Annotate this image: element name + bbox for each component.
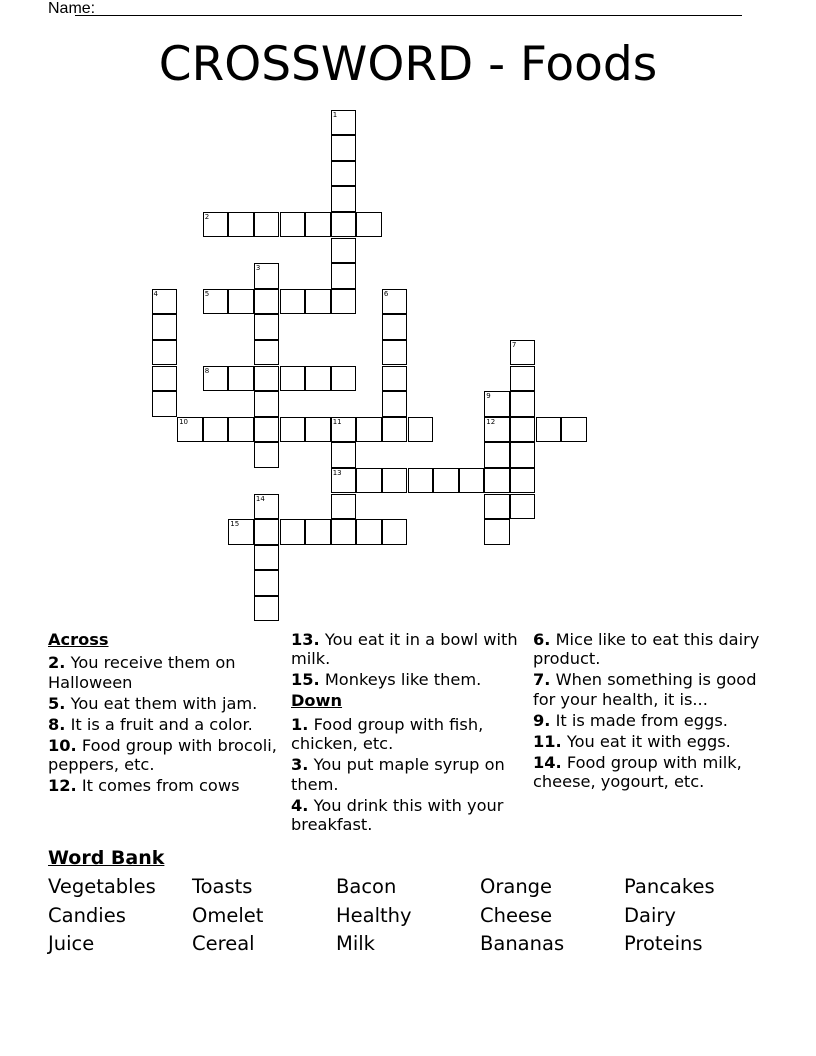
grid-cell[interactable] (254, 289, 280, 315)
grid-cell[interactable] (484, 519, 510, 545)
clue-number: 5 (204, 289, 210, 298)
clue-number: 7 (511, 340, 517, 349)
grid-cell[interactable] (510, 391, 536, 417)
clue-number: 14 (255, 494, 265, 503)
clue-number: 9 (486, 392, 491, 401)
clue-down-1: 1. Food group with fish, chicken, etc. (291, 714, 484, 754)
down-heading: Down (291, 691, 343, 711)
clue-down-9: 9. It is made from eggs. (533, 710, 728, 730)
clue-across-13: 13. You eat it in a bowl with milk. (291, 630, 518, 669)
clue-across-5: 5. You eat them with jam. (48, 693, 258, 713)
grid-cell[interactable] (484, 494, 510, 520)
grid-cell[interactable] (280, 417, 306, 443)
grid-cell[interactable] (254, 545, 280, 571)
grid-cell[interactable] (331, 519, 357, 545)
grid-cell[interactable] (254, 570, 280, 596)
clue-number: 6 (383, 289, 389, 298)
clue-number: 10 (179, 417, 189, 426)
word-bank-item: Candies (48, 903, 126, 927)
grid-cell[interactable] (254, 391, 280, 417)
clues-column-3 (533, 630, 765, 793)
grid-cell[interactable] (305, 366, 331, 392)
word-bank-item: Toasts (192, 875, 253, 898)
grid-cell[interactable] (356, 212, 382, 238)
grid-cell[interactable] (484, 391, 510, 417)
grid-cell[interactable] (331, 494, 357, 520)
grid-cell[interactable] (510, 468, 536, 494)
clues-column-1 (48, 630, 280, 797)
word-bank-item: Milk (336, 932, 375, 955)
grid-cell[interactable] (254, 519, 280, 545)
clue-down-11: 11. You eat it with eggs. (533, 731, 731, 751)
clue-number: 4 (153, 289, 158, 298)
grid-cell[interactable] (510, 442, 536, 468)
grid-cell[interactable] (382, 519, 408, 545)
word-bank-item: Bacon (336, 875, 397, 898)
grid-cell[interactable] (228, 289, 254, 315)
clue-down-3: 3. You put maple syrup on them. (291, 755, 505, 794)
grid-cell[interactable] (331, 263, 357, 289)
grid-cell[interactable] (305, 289, 331, 315)
word-bank-item: Dairy (624, 903, 676, 927)
grid-cell[interactable] (152, 391, 178, 417)
grid-cell[interactable] (484, 442, 510, 468)
grid-cell[interactable] (561, 417, 587, 443)
grid-cell[interactable] (331, 289, 357, 315)
grid-cell[interactable] (152, 289, 178, 315)
grid-cell[interactable] (305, 417, 331, 443)
grid-cell[interactable] (254, 263, 280, 289)
grid-cell[interactable] (331, 468, 357, 494)
clue-across-8: 8. It is a fruit and a color. (48, 714, 253, 734)
grid-cell[interactable] (305, 212, 331, 238)
grid-cell[interactable] (356, 519, 382, 545)
grid-cell[interactable] (280, 519, 306, 545)
grid-cell[interactable] (331, 186, 357, 212)
grid-cell[interactable] (203, 417, 229, 443)
grid-cell[interactable] (382, 391, 408, 417)
grid-cell[interactable] (331, 110, 357, 136)
word-bank-item: Juice (48, 932, 95, 955)
clue-number: 11 (332, 417, 342, 426)
grid-cell[interactable] (254, 340, 280, 366)
grid-cell[interactable] (510, 366, 536, 392)
clue-down-14: 14. Food group with milk, cheese, yogourt, etc. (533, 752, 742, 792)
grid-cell[interactable] (203, 212, 229, 238)
grid-cell[interactable] (203, 289, 229, 315)
clue-down-7: 7. When something is good for your health, it is... (533, 670, 757, 709)
word-bank-item: Vegetables (48, 875, 156, 898)
clue-across-2: 2. You receive them on Halloween (48, 653, 236, 692)
grid-cell[interactable] (254, 417, 280, 443)
word-bank-item: Cheese (480, 903, 553, 927)
grid-cell[interactable] (228, 366, 254, 392)
clues-column-2 (291, 630, 523, 836)
grid-cell[interactable] (484, 417, 510, 443)
grid-cell[interactable] (433, 468, 459, 494)
page-title: CROSSWORD - Foods (158, 37, 658, 92)
grid-cell[interactable] (152, 340, 178, 366)
grid-cell[interactable] (382, 417, 408, 443)
grid-cell[interactable] (510, 417, 536, 443)
grid-cell[interactable] (331, 417, 357, 443)
grid-cell[interactable] (280, 289, 306, 315)
word-bank-item: Healthy (336, 903, 412, 927)
clue-number: 12 (486, 417, 496, 426)
name-label: Name: (48, 0, 96, 17)
grid-cell[interactable] (254, 366, 280, 392)
grid-cell[interactable] (484, 468, 510, 494)
grid-cell[interactable] (280, 366, 306, 392)
grid-cell[interactable] (331, 238, 357, 264)
grid-cell[interactable] (177, 417, 203, 443)
grid-cell[interactable] (152, 366, 178, 392)
clue-down-6: 6. Mice like to eat this dairy product. (533, 630, 760, 669)
word-bank (48, 873, 768, 959)
grid-cell[interactable] (228, 417, 254, 443)
word-bank-item: Bananas (480, 932, 565, 955)
clue-across-15: 15. Monkeys like them. (291, 670, 482, 690)
grid-cell[interactable] (382, 468, 408, 494)
clue-number: 15 (230, 520, 240, 529)
grid-cell[interactable] (331, 161, 357, 187)
clue-across-12: 12. It comes from cows (48, 776, 240, 796)
grid-cell[interactable] (254, 442, 280, 468)
grid-cell[interactable] (382, 366, 408, 392)
grid-cell[interactable] (356, 468, 382, 494)
grid-cell[interactable] (510, 340, 536, 366)
word-bank-item: Pancakes (624, 875, 715, 898)
grid-cell[interactable] (228, 519, 254, 545)
word-bank-item: Cereal (192, 932, 255, 955)
clue-number: 1 (332, 110, 338, 119)
clue-number: 13 (332, 468, 342, 477)
grid-cell[interactable] (382, 314, 408, 340)
grid-cell[interactable] (382, 340, 408, 366)
grid-cell[interactable] (228, 212, 254, 238)
word-bank-title: Word Bank (48, 847, 165, 869)
clue-number: 2 (204, 212, 210, 221)
word-bank-item: Omelet (192, 903, 264, 927)
grid-cell[interactable] (408, 468, 434, 494)
grid-cell[interactable] (203, 366, 229, 392)
grid-cell[interactable] (331, 366, 357, 392)
grid-cell[interactable] (280, 212, 306, 238)
grid-cell[interactable] (254, 494, 280, 520)
grid-cell[interactable] (152, 314, 178, 340)
grid-cell[interactable] (331, 442, 357, 468)
grid-cell[interactable] (356, 417, 382, 443)
grid-cell[interactable] (331, 212, 357, 238)
grid-cell[interactable] (254, 212, 280, 238)
clue-number: 3 (255, 264, 261, 273)
clue-down-4: 4. You drink this with your breakfast. (291, 795, 504, 835)
grid-cell[interactable] (382, 289, 408, 315)
grid-cell[interactable] (305, 519, 331, 545)
grid-cell[interactable] (331, 135, 357, 161)
word-bank-item: Proteins (624, 932, 703, 955)
grid-cell[interactable] (408, 417, 434, 443)
across-heading: Across (48, 630, 109, 649)
grid-cell[interactable] (254, 596, 280, 622)
clue-number: 8 (204, 366, 210, 375)
clue-across-10: 10. Food group with brocoli, peppers, etc. (48, 735, 277, 775)
word-bank-item: Orange (480, 875, 553, 898)
grid-cell[interactable] (459, 468, 485, 494)
grid-cell[interactable] (510, 494, 536, 520)
grid-cell[interactable] (254, 314, 280, 340)
grid-cell[interactable] (536, 417, 562, 443)
